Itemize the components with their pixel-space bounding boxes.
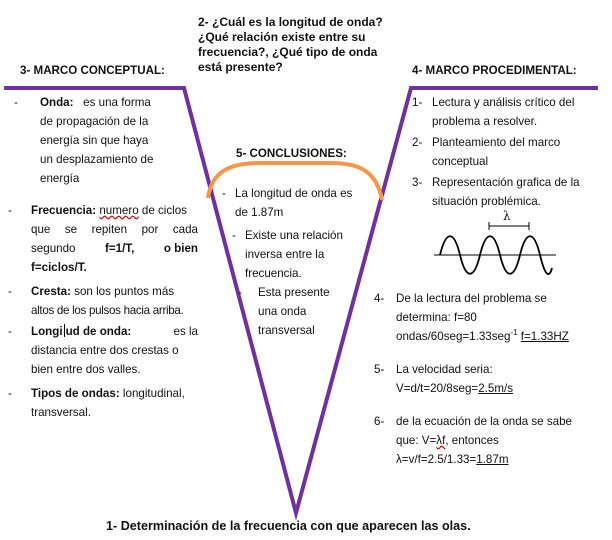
concept-frecuencia: - Frecuencia: numero de ciclos que se repiten por cada segundo f=1/T, o bien f=ciclos/T. <box>8 204 198 274</box>
conclusion-1: - La longitud de onda es de 1.87m <box>222 187 353 219</box>
event-title: 1- Determinación de la frecuencia con que aparecen las olas. <box>106 519 471 533</box>
concept-tipos: - Tipos de ondas: longitudinal, transversal. <box>8 387 185 419</box>
procedure-steps: 1- Lectura y análisis crítico del problema a resolver. 2- Planteamiento del marco conceptual 3- Representación grafica de la situación problémica. <box>412 96 580 208</box>
focus-question: 2- ¿Cuál es la longitud de onda? ¿Qué relación existe entre su frecuencia?, ¿Qué tipo de onda está presente? <box>198 15 383 74</box>
concept-onda: - Onda: es una forma de propagación de la energía sin que haya un desplazamiento de energía <box>14 96 154 185</box>
conclusiones-title: 5- CONCLUSIONES: <box>236 147 347 160</box>
procedure-step-5: 5- La velocidad seria: V=d/t=20/8seg=2.5m/s <box>374 363 513 395</box>
procedure-step-6: 6- de la ecuación de la onda se sabe que: V=λf, entonces λ=v/f=2.5/1.33=1.87m <box>374 415 572 466</box>
concept-cresta: - Cresta: son los puntos más altos de los pulsos hacia arriba. <box>8 285 184 317</box>
concept-longitud: - Longi ud de onda: es la distancia entre dos crestas o bien entre dos valles. <box>8 325 198 376</box>
lambda-label: λ <box>503 209 511 223</box>
procedure-step-4: 4- De la lectura del problema se determina: f=80 ondas/60seg=1.33seg$^{-1}$ f=1.33HZ <box>374 292 569 343</box>
wave-graphic <box>432 208 560 284</box>
marco-procedimental-title: 4- MARCO PROCEDIMENTAL: <box>412 64 577 77</box>
marco-conceptual-title: 3- MARCO CONCEPTUAL: <box>20 64 165 77</box>
conclusion-3: - Esta presente una onda transversal <box>238 286 330 337</box>
conclusion-2: - Existe una relación inversa entre la frecuencia. <box>232 229 343 280</box>
